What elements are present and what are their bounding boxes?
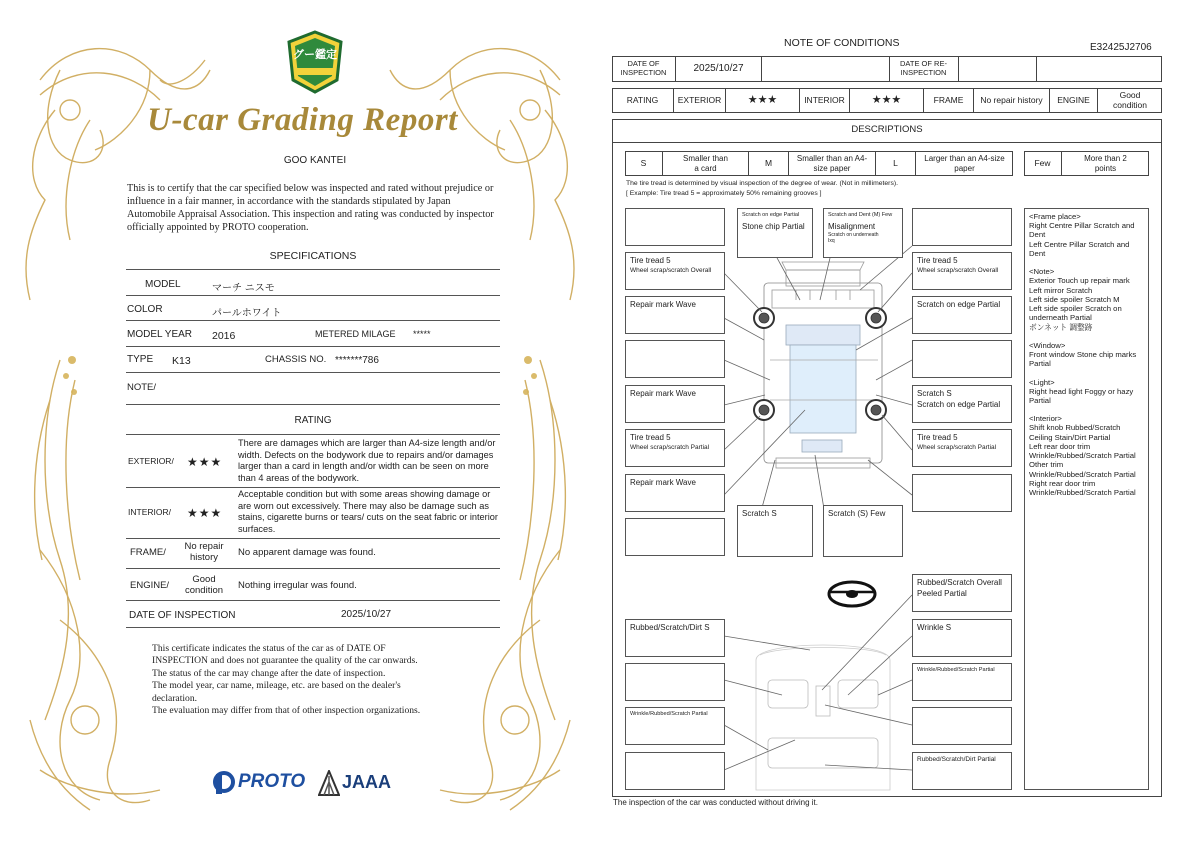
- footer-line: This certificate indicates the status of the car as of DATE OF: [152, 643, 386, 654]
- goo-kantei-logo-icon: [285, 30, 345, 94]
- damage-box-right-4: [912, 340, 1012, 378]
- note-line: Front window Stone chip marks Partial: [1029, 350, 1137, 369]
- type-label: TYPE: [127, 354, 154, 365]
- rating-heading: RATING: [294, 415, 332, 426]
- interior-label: INTERIOR/: [128, 507, 171, 517]
- box-text: Repair mark Wave: [630, 389, 696, 398]
- box-text: Scratch and Dent (M) Few: [828, 212, 893, 218]
- note-line: ボンネット 調整跡: [1029, 322, 1093, 332]
- date-of-inspection-value: 2025/10/27: [341, 609, 392, 620]
- legend-few: Few: [1024, 151, 1062, 176]
- damage-box-right-3: [912, 296, 1012, 334]
- interior-box-left-3: [625, 707, 725, 745]
- engine-label: ENGINE/: [130, 580, 170, 591]
- exterior-description: There are damages which are larger than A4-size length and/or width. Defects on the bodywork due to repairs and/or damages larger than a card in length and/or width can be seen on more than 4 areas of the bodywork.: [238, 438, 496, 483]
- box-text: Wrinkle/Rubbed/Scratch Partial: [630, 711, 708, 717]
- note-line: <Note>: [1029, 267, 1055, 277]
- legend-s-desc: Smaller than a card: [663, 151, 749, 176]
- note-line: Shift knob Rubbed/Scratch: [1029, 423, 1121, 433]
- engine-description: Nothing irregular was found.: [238, 580, 357, 591]
- damage-box-left-7: [625, 474, 725, 512]
- damage-box-bottom-2: [823, 505, 903, 557]
- interior-box-left-1: [625, 619, 725, 657]
- damage-box-right-5: [912, 385, 1012, 423]
- note-label: NOTE/: [127, 382, 157, 393]
- box-text: Rubbed/Scratch/Dirt S: [630, 623, 710, 632]
- frame-description: No apparent damage was found.: [238, 547, 376, 558]
- footer-line: declaration.: [152, 692, 198, 704]
- box-text: Scratch on edge Partial: [917, 300, 1001, 309]
- frame-value: No repair history: [974, 88, 1050, 113]
- note-line: Left mirror Scratch: [1029, 285, 1093, 295]
- box-text: Scratch (S) Few: [828, 509, 886, 518]
- footer-disclaimer: [152, 643, 482, 718]
- type-value: K13: [172, 355, 191, 367]
- exterior-stars: ★★★: [187, 455, 223, 469]
- damage-box-left-2: [625, 252, 725, 290]
- interior-box-right-1: [912, 574, 1012, 612]
- footer-line: The model year, car name, mileage, etc. are based on the dealer's: [152, 680, 401, 692]
- box-text: Ixq: [828, 237, 835, 244]
- box-text: Scratch S: [917, 389, 952, 398]
- date-of-inspection-label: DATE OF INSPECTION: [129, 610, 236, 621]
- chassis-value: *******786: [335, 355, 379, 366]
- logo-text: グー鑑定: [293, 49, 337, 61]
- interior-box-right-2: [912, 619, 1012, 657]
- report-title: U-car Grading Report: [147, 102, 458, 138]
- reinspection-label: DATE OF RE-INSPECTION: [889, 56, 959, 82]
- box-text: Scratch on edge Partial: [917, 399, 1001, 409]
- note-line: Left rear door trim Wrinkle/Rubbed/Scratch Partial: [1029, 441, 1136, 461]
- box-text: Peeled Partial: [917, 588, 967, 598]
- interior-box-left-4: [625, 752, 725, 790]
- steering-wheel-icon: [826, 578, 878, 610]
- box-text: Rubbed/Scratch Overall: [917, 578, 1002, 587]
- footer-line: INSPECTION and does not guarantee the quality of the car onwards.: [152, 655, 418, 667]
- damage-box-right-1: [912, 208, 1012, 246]
- conditions-title: NOTE OF CONDITIONS: [784, 37, 900, 49]
- model-year-label: MODEL YEAR: [127, 329, 193, 340]
- rating-label: RATING: [612, 88, 674, 113]
- interior-stars: ★★★: [187, 506, 223, 520]
- metered-mileage-label: METERED MILAGE: [315, 329, 396, 339]
- footer-line: The status of the car may change after the date of inspection.: [152, 667, 386, 679]
- model-value: マーチ ニスモ: [212, 283, 275, 294]
- inspection-footer: The inspection of the car was conducted without driving it.: [613, 798, 818, 807]
- proto-brand: PROTO: [238, 771, 306, 792]
- damage-box-left-6: [625, 429, 725, 467]
- report-code: E32425J2706: [1090, 42, 1152, 53]
- note-line: Other trim Wrinkle/Rubbed/Scratch Partial: [1029, 460, 1136, 479]
- note-spacer: [1029, 369, 1144, 378]
- note-line: Right head light Foggy or hazy Partial: [1029, 386, 1134, 405]
- box-text: Misalignment: [828, 222, 876, 232]
- box-text: Wrinkle S: [917, 623, 952, 632]
- model-label: MODEL: [145, 279, 181, 290]
- chassis-label: CHASSIS NO.: [265, 354, 327, 365]
- legend-s: S: [625, 151, 663, 176]
- footer-line: The evaluation may differ from that of other inspection organizations.: [152, 705, 421, 717]
- color-label: COLOR: [127, 304, 163, 315]
- note-spacer: [1029, 332, 1144, 341]
- note-line: Right rear door trim Wrinkle/Rubbed/Scratch Partial: [1029, 478, 1136, 498]
- box-text: Tire tread 5: [917, 256, 958, 265]
- frame-label: FRAME/: [130, 547, 166, 558]
- tire-example: [ Example: Tire tread 5 = approximately 50% remaining grooves ]: [626, 190, 822, 197]
- frame-value: No repair history: [184, 541, 224, 564]
- legend-m: M: [749, 151, 789, 176]
- note-spacer: [1029, 258, 1144, 267]
- box-text: Rubbed/Scratch/Dirt Partial: [917, 756, 996, 763]
- legend-l-desc: Larger than an A4-size paper: [924, 154, 1005, 173]
- box-text: Stone chip Partial: [742, 222, 805, 232]
- exterior-label: EXTERIOR/: [128, 456, 174, 466]
- specifications-heading: SPECIFICATIONS: [269, 250, 357, 262]
- intro-paragraph: This is to certify that the car specified below was inspected and rated without prejudice or influence in a fair manner, in accordance with the standards stipulated by Japan Automobile Appraisal Association. This inspection and rating was conducted by inspector officially appointed by PROTO cooperation.: [127, 183, 494, 233]
- legend-few-desc: More than 2 points: [1084, 154, 1127, 173]
- box-text: Scratch on underneath: [828, 232, 879, 239]
- metered-mileage-value: *****: [413, 329, 431, 339]
- box-text: Wrinkle/Rubbed/Scratch Partial: [917, 667, 995, 673]
- note-spacer: [1029, 405, 1144, 414]
- tire-note: The tire tread is determined by visual inspection of the degree of wear. (Not in millimeters).: [626, 180, 898, 187]
- engine-label: ENGINE: [1050, 88, 1098, 113]
- box-text: Scratch S: [742, 509, 777, 518]
- box-text: Tire tread 5: [917, 433, 958, 442]
- note-line: <Interior>: [1029, 414, 1062, 424]
- interior-box-right-4: [912, 707, 1012, 745]
- note-of-conditions: [600, 0, 1200, 848]
- box-text: Wheel scrap/scratch Overall: [630, 266, 712, 274]
- date-label: DATE OF INSPECTION: [612, 56, 676, 82]
- jaaa-brand: JAAA: [342, 772, 392, 792]
- interior-box-right-3: [912, 663, 1012, 701]
- engine-value: Good condition: [1112, 89, 1148, 110]
- box-text: Repair mark Wave: [630, 300, 696, 309]
- box-text: Scratch on edge Partial: [742, 212, 800, 218]
- engine-value: Good condition: [184, 574, 224, 597]
- box-text: Wheel scrap/scratch Overall: [917, 266, 999, 274]
- interior-box-right-5: [912, 752, 1012, 790]
- damage-box-left-5: [625, 385, 725, 423]
- date-value: 2025/10/27: [676, 56, 762, 82]
- frame-label: FRAME: [924, 88, 974, 113]
- box-text: Tire tread 5: [630, 433, 671, 442]
- box-text: Repair mark Wave: [630, 478, 696, 487]
- note-line: <Light>: [1029, 377, 1055, 387]
- note-line: <Frame place>: [1029, 212, 1081, 221]
- damage-box-left-4: [625, 340, 725, 378]
- exterior-label: EXTERIOR: [674, 88, 726, 113]
- interior-description: Acceptable condition but with some areas showing damage or are worn out excessively. There may also be damage such as stains, cigarette burns or tears/ cuts on the seat fabric or interior surfaces.: [238, 489, 498, 534]
- damage-box-left-8: [625, 518, 725, 556]
- box-text: Tire tread 5: [630, 256, 671, 265]
- damage-box-top-2: [823, 208, 903, 258]
- descriptions-heading: DESCRIPTIONS: [612, 119, 1162, 143]
- proto-logo-icon: [212, 770, 236, 796]
- legend-m-desc: Smaller than an A4-size paper: [789, 151, 876, 176]
- model-year-value: 2016: [212, 330, 236, 342]
- damage-box-right-2: [912, 252, 1012, 290]
- damage-box-bottom-1: [737, 505, 813, 557]
- legend-l: L: [876, 151, 916, 176]
- color-value: パールホワイト: [212, 308, 282, 319]
- interior-box-left-2: [625, 663, 725, 701]
- note-line: Right Centre Pillar Scratch and Dent: [1029, 221, 1135, 240]
- box-text: Wheel scrap/scratch Partial: [917, 443, 997, 451]
- note-line: Ceiling Stain/Dirt Partial: [1029, 432, 1111, 442]
- damage-box-top-1: [737, 208, 813, 258]
- note-line: Exterior Touch up repair mark: [1029, 276, 1130, 286]
- notes-column: [1024, 208, 1149, 790]
- note-line: Left side spoiler Scratch on underneath Partial: [1029, 304, 1122, 323]
- interior-stars: ★★★: [850, 88, 924, 113]
- interior-label: INTERIOR: [800, 88, 850, 113]
- damage-box-left-1: [625, 208, 725, 246]
- note-line: Left side spoiler Scratch M: [1029, 294, 1120, 304]
- exterior-stars: ★★★: [726, 88, 800, 113]
- box-text: Wheel scrap/scratch Partial: [630, 443, 710, 451]
- note-line: <Window>: [1029, 340, 1066, 350]
- note-line: Left Centre Pillar Scratch and Dent: [1029, 239, 1130, 258]
- damage-box-left-3: [625, 296, 725, 334]
- jaaa-logo-icon: [318, 770, 340, 796]
- damage-box-right-7: [912, 474, 1012, 512]
- report-subtitle: GOO KANTEI: [283, 155, 347, 166]
- damage-box-right-6: [912, 429, 1012, 467]
